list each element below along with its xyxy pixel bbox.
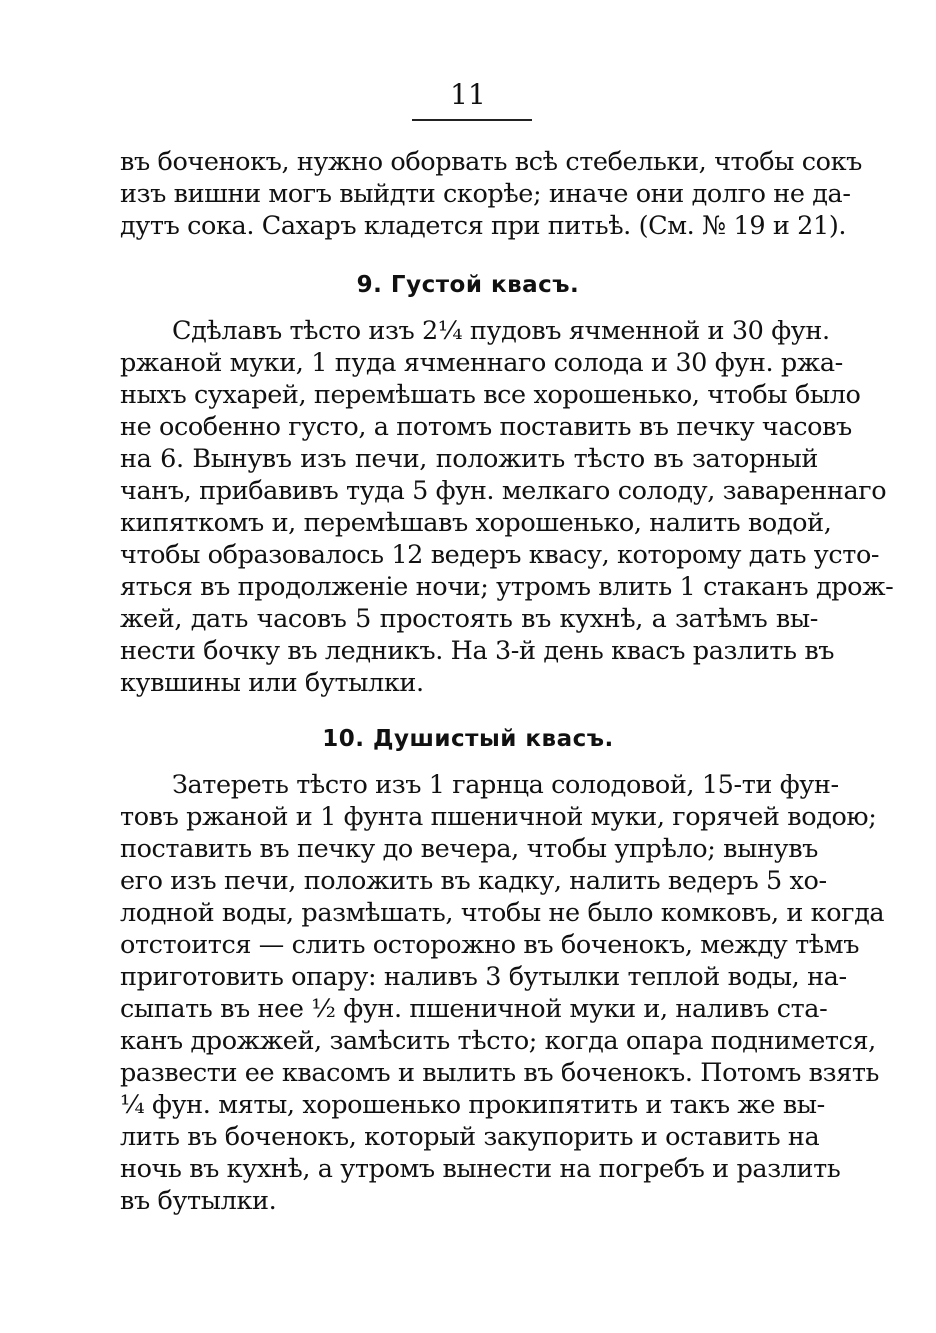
text-line: на 6. Вынувъ изъ печи, положить тѣсто въ заторный bbox=[120, 444, 818, 474]
text-line: его изъ печи, положить въ кадку, налить ведеръ 5 хо- bbox=[120, 866, 827, 896]
text-line: канъ дрожжей, замѣсить тѣсто; когда опара поднимется, bbox=[120, 1026, 876, 1056]
text-line: товъ ржаной и 1 фунта пшеничной муки, горячей водою; bbox=[120, 802, 877, 832]
text-line: чанъ, прибавивъ туда 5 фун. мелкаго солоду, завареннаго bbox=[120, 476, 887, 506]
text-line: Сдѣлавъ тѣсто изъ 2¼ пудовъ ячменной и 30 фун. bbox=[172, 316, 830, 346]
text-line: сыпать въ нее ½ фун. пшеничной муки и, наливъ ста- bbox=[120, 994, 828, 1024]
text-line: ночь въ кухнѣ, а утромъ вынести на погребъ и разлить bbox=[120, 1154, 841, 1184]
text-line: отстоится — слить осторожно въ боченокъ, между тѣмъ bbox=[120, 930, 860, 960]
text-line: жей, дать часовъ 5 простоять въ кухнѣ, а затѣмъ вы- bbox=[120, 604, 818, 634]
text-line: кувшины или бутылки. bbox=[120, 668, 424, 698]
text-line: въ бутылки. bbox=[120, 1186, 277, 1216]
text-line: поставить въ печку до вечера, чтобы упрѣло; вынувъ bbox=[120, 834, 818, 864]
section-heading-9: 9. Густой квасъ. bbox=[356, 272, 580, 298]
text-line: приготовить опару: наливъ 3 бутылки теплой воды, на- bbox=[120, 962, 847, 992]
text-line: Затереть тѣсто изъ 1 гарнца солодовой, 15-ти фун- bbox=[172, 770, 839, 800]
text-line: чтобы образовалось 12 ведеръ квасу, которому дать усто- bbox=[120, 540, 880, 570]
text-line: въ боченокъ, нужно оборвать всѣ стебельки, чтобы сокъ bbox=[120, 147, 862, 177]
text-line: яться въ продолженіе ночи; утромъ влить 1 стаканъ дрож- bbox=[120, 572, 894, 602]
text-line: нести бочку въ ледникъ. На 3-й день квасъ разлить въ bbox=[120, 636, 835, 666]
text-line: ныхъ сухарей, перемѣшать все хорошенько, чтобы было bbox=[120, 380, 861, 410]
page-number: 11 bbox=[450, 78, 486, 111]
text-line: дутъ сока. Сахаръ кладется при питьѣ. (См. № 19 и 21). bbox=[120, 211, 847, 241]
text-line: лодной воды, размѣшать, чтобы не было комковъ, и когда bbox=[120, 898, 885, 928]
text-line: изъ вишни могъ выйдти скорѣе; иначе они долго не да- bbox=[120, 179, 851, 209]
text-line: лить въ боченокъ, который закупорить и оставить на bbox=[120, 1122, 820, 1152]
text-line: ¼ фун. мяты, хорошенько прокипятить и такъ же вы- bbox=[120, 1090, 825, 1120]
page-number-rule bbox=[412, 119, 532, 121]
text-line: не особенно густо, а потомъ поставить въ печку часовъ bbox=[120, 412, 852, 442]
section-heading-10: 10. Душистый квасъ. bbox=[322, 726, 614, 752]
text-line: развести ее квасомъ и вылить въ боченокъ. Потомъ взять bbox=[120, 1058, 880, 1088]
text-line: ржаной муки, 1 пуда ячменнаго солода и 30 фун. ржа- bbox=[120, 348, 843, 378]
text-line: кипяткомъ и, перемѣшавъ хорошенько, налить водой, bbox=[120, 508, 832, 538]
